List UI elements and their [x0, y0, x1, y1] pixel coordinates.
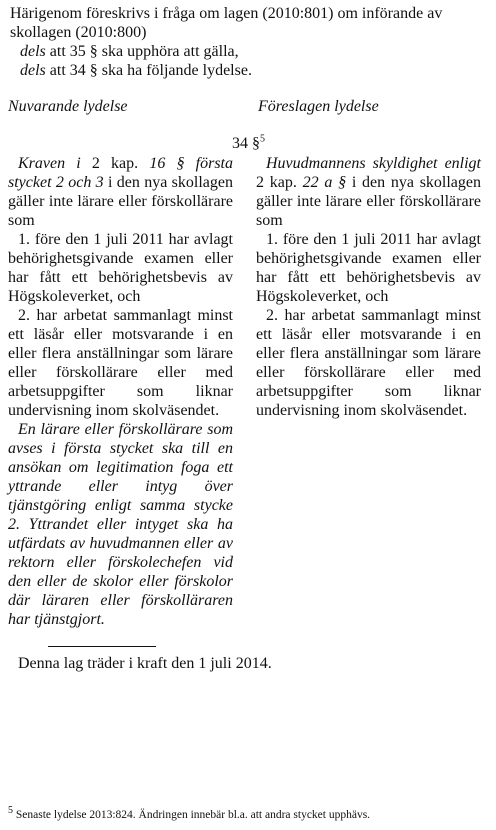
right-p1-t1: 2 kap. [256, 174, 303, 191]
left-p1-em1: Kraven i [18, 155, 81, 172]
intro-block [10, 4, 488, 80]
dels-line-2 [10, 61, 488, 80]
section-number [232, 134, 265, 153]
footnote-ref: 5 [260, 133, 265, 145]
right-paragraph-1 [256, 154, 481, 230]
dels-line-1 [10, 42, 488, 61]
dels-label: dels [20, 43, 46, 60]
dels-text: att 34 § ska ha följande lydelse. [45, 62, 252, 79]
right-paragraph-3: 2. har arbetat sammanlagt minst ett läsår eller motsvarande i en eller flera anställningar som lärare eller förskollärare eller med arbetsuppgifter som liknar undervisning inom skolväsendet. [256, 307, 481, 419]
footnote-marker: 5 [8, 805, 13, 817]
section-label: 34 § [232, 135, 260, 152]
right-p1-em2: 22 a § [302, 174, 347, 191]
left-column-heading: Nuvarande lydelse [8, 98, 128, 115]
right-column-heading: Föreslagen lydelse [258, 98, 379, 115]
footnote [8, 805, 371, 822]
right-p1-t2: i den nya skollagen gäller inte lärare eller förskollärare som [256, 174, 482, 229]
left-paragraph-4: En lärare eller förskollärare som avses i första stycket ska till en ansökan om legitimation foga ett yttrande eller intyg över tjänstgöring enligt samma stycke 2. Yttrandet eller intyget ska ha utfärdats av huvudmannen eller av rektorn eller förskolechefen vid den eller de skolor eller förskolor där läraren eller förskolläraren har tjänstgjort. [8, 421, 233, 628]
left-column [8, 154, 233, 629]
right-p1-em1: Huvudmannens skyldighet enligt [266, 155, 481, 172]
dels-text: att 35 § ska upphöra att gälla, [45, 43, 239, 60]
footnote-text: Senaste lydelse 2013:824. Ändringen innebär bl.a. att andra stycket upphävs. [13, 809, 371, 821]
separator-rule [48, 646, 156, 647]
dels-label: dels [20, 62, 46, 79]
left-paragraph-3: 2. har arbetat sammanlagt minst ett läsår eller motsvarande i en eller flera anställningar som lärare eller förskollärare eller med arbetsuppgifter som liknar undervisning inom skolväsendet. [8, 307, 233, 419]
left-p1-em2: 16 § första stycket 2 och 3 [8, 155, 234, 191]
left-p1-t1: 2 kap. [80, 155, 150, 172]
right-paragraph-2: 1. före den 1 juli 2011 har avlagt behörighetsgivande examen eller har fått ett behörighetsbevis av Högskoleverket, och [256, 231, 481, 305]
left-paragraph-2: 1. före den 1 juli 2011 har avlagt behörighetsgivande examen eller har fått ett behörighetsbevis av Högskoleverket, och [8, 231, 233, 305]
right-column [256, 154, 481, 420]
left-p1-t2: i den nya skollagen gäller inte lärare eller förskollärare som [8, 174, 233, 229]
final-provision: Denna lag träder i kraft den 1 juli 2014. [18, 655, 272, 672]
left-paragraph-1 [8, 154, 233, 230]
intro-line: Härigenom föreskrivs i fråga om lagen (2010:801) om införande av skollagen (2010:800) [10, 5, 443, 41]
